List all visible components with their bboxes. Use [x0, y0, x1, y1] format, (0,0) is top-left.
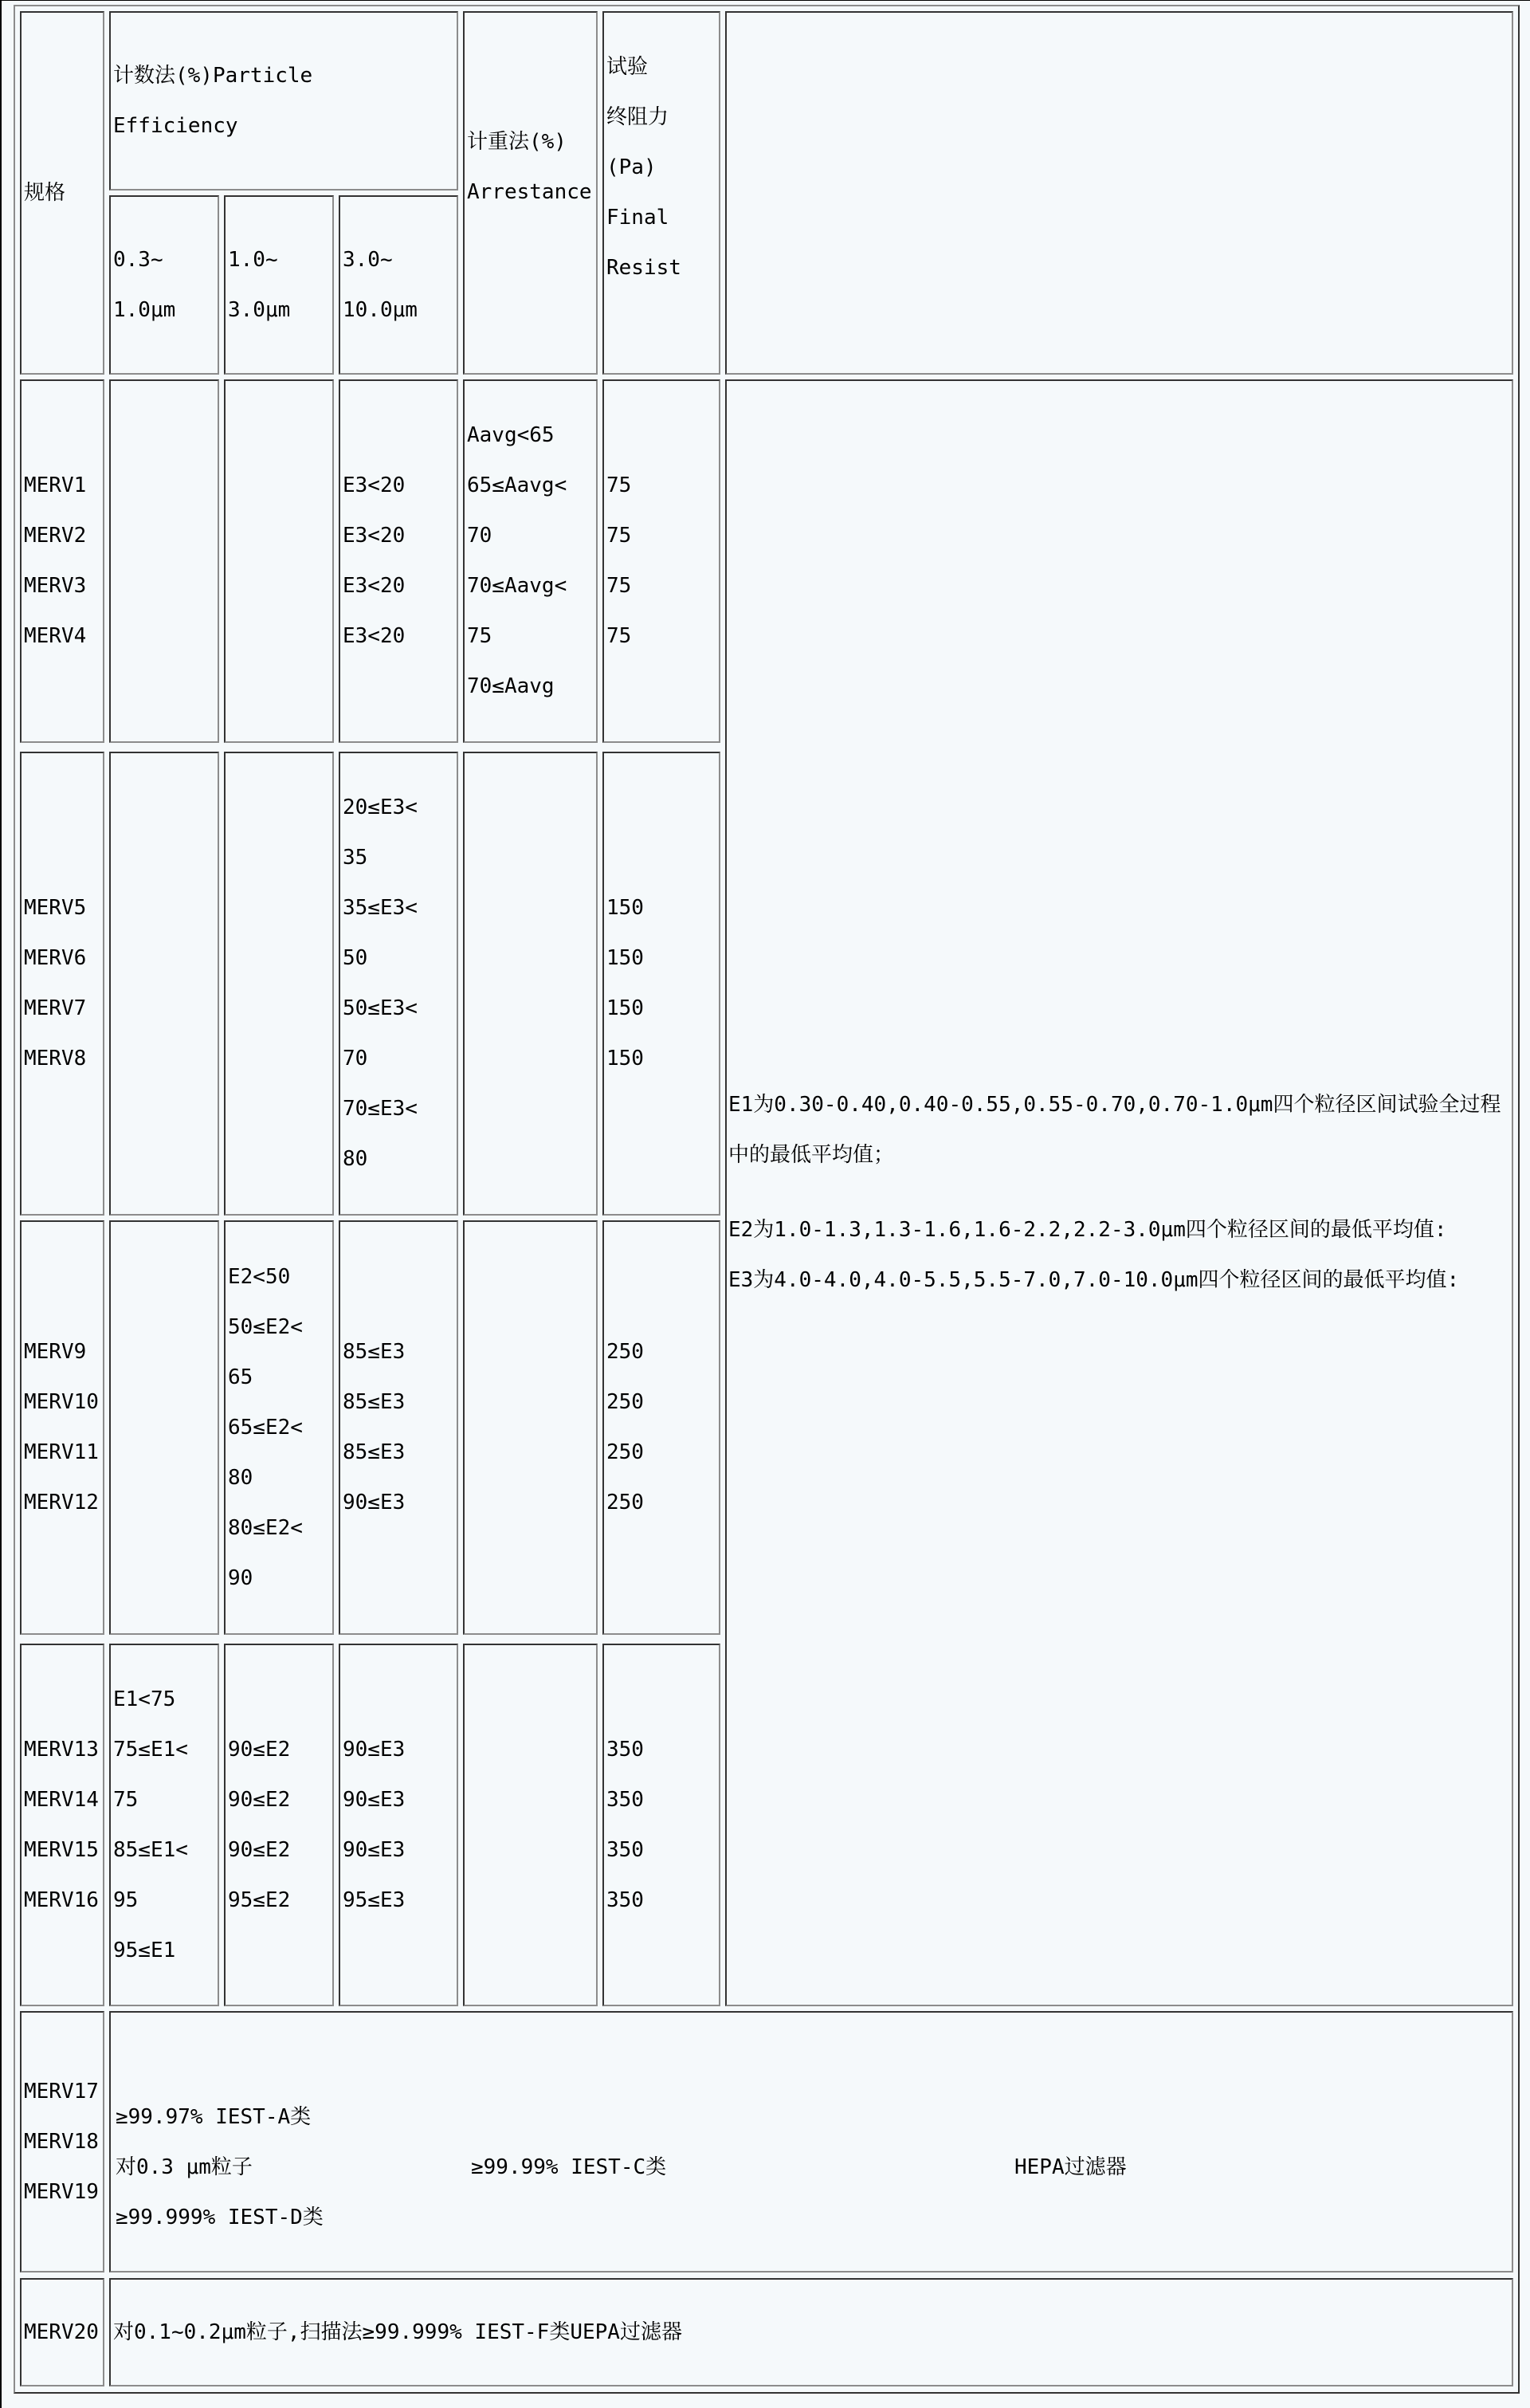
- e2-value: 90≤E2: [228, 1787, 291, 1812]
- arrestance-value: 70≤Aavg: [467, 674, 555, 698]
- merv-label: MERV14: [24, 1787, 99, 1812]
- remark-e1: E1为0.30-0.40,0.40-0.55,0.55-0.70,0.70-1.0μm四个粒径区间试验全过程中的最低平均值；: [728, 1093, 1501, 1167]
- e1-values: [113, 1675, 194, 1976]
- header-final-resistance-label: [606, 42, 716, 293]
- e1-value: 95≤E1: [113, 1938, 176, 1962]
- header-line: 1.0~: [228, 247, 278, 272]
- screen-frame-top: [0, 0, 1530, 1]
- e1-cell: [109, 379, 219, 743]
- header-weight-method-cell: [463, 11, 598, 375]
- merv-label: MERV16: [24, 1888, 99, 1912]
- final-resistance-value: 350: [606, 1787, 644, 1812]
- final-resistance-value: 150: [606, 896, 644, 920]
- e2-value: 80≤E2<90: [228, 1515, 303, 1590]
- e1-value: E1<75: [113, 1687, 176, 1711]
- e3-value: 90≤E3: [343, 1737, 406, 1762]
- arrestance-cell: [463, 1220, 598, 1635]
- merv-label: MERV5: [24, 896, 87, 920]
- e2-value: 95≤E2: [228, 1888, 291, 1912]
- merv-labels: [24, 1725, 100, 1926]
- header-size-range-cell: [224, 195, 334, 375]
- merv-label: MERV10: [24, 1390, 99, 1414]
- merv-label: MERV20: [24, 2320, 99, 2344]
- final-resistance-value: 250: [606, 1340, 644, 1364]
- header-line: Resist: [606, 255, 681, 280]
- e1-value: 85≤E1<95: [113, 1837, 188, 1912]
- merv-label-cell: [20, 2011, 104, 2272]
- final-resistance-value: 75: [606, 524, 632, 548]
- e3-values: [343, 783, 424, 1184]
- arrestance-value: 70≤Aavg<75: [467, 574, 567, 648]
- e3-values: [343, 1725, 424, 1926]
- e2-value: E2<50: [228, 1264, 291, 1289]
- e3-cell: [339, 1644, 458, 2006]
- merv-label-cell: [20, 2278, 104, 2386]
- merv-label: MERV3: [24, 574, 87, 598]
- merv-label: MERV1: [24, 473, 87, 497]
- merv-labels: [24, 2067, 100, 2217]
- arrestance-values: [467, 410, 573, 712]
- header-line: 3.0~: [343, 247, 393, 272]
- e3-value: 90≤E3: [343, 1491, 406, 1514]
- final-resistance-values: [606, 1327, 716, 1528]
- e2-values: [228, 1252, 309, 1604]
- header-spec-cell: [20, 11, 104, 375]
- e1-value: 75≤E1<75: [113, 1737, 188, 1812]
- header-line: Arrestance: [467, 180, 592, 204]
- e3-value: E3<20: [343, 473, 406, 497]
- iest-a-line: ≥99.97% IEST-A类: [116, 2104, 312, 2129]
- final-resistance-value: 250: [606, 1440, 644, 1464]
- e2-value: 50≤E2<65: [228, 1314, 303, 1389]
- e3-value: 35≤E3<50: [343, 896, 418, 970]
- e3-value: E3<20: [343, 524, 406, 548]
- e3-value: 90≤E3: [343, 1837, 406, 1862]
- arrestance-value: 65≤Aavg<70: [467, 473, 567, 548]
- merv-label: MERV9: [24, 1340, 87, 1364]
- arrestance-cell: [463, 752, 598, 1216]
- final-resistance-value: 75: [606, 624, 632, 648]
- remark-e3: E3为4.0-4.0,4.0-5.5,5.5-7.0,7.0-10.0μm四个粒径区间的最低平均值:: [728, 1268, 1460, 1292]
- final-resistance-cell: [602, 752, 720, 1216]
- merv-label-cell: [20, 1220, 104, 1635]
- e3-values: [343, 1327, 424, 1528]
- header-line: (Pa): [606, 155, 657, 179]
- e1-cell: [109, 1220, 219, 1635]
- header-count-method-label: [113, 51, 454, 151]
- remark-e2: E2为1.0-1.3,1.3-1.6,1.6-2.2,2.2-3.0μm四个粒径区间的最低平均值:: [728, 1218, 1447, 1242]
- iest-d-line: ≥99.999% IEST-D类: [116, 2205, 324, 2229]
- merv-label: MERV4: [24, 624, 87, 648]
- e3-value: 90≤E3: [343, 1787, 406, 1812]
- merv-spec-table: [14, 5, 1520, 2394]
- header-line: 10.0μm: [343, 297, 418, 322]
- header-line: 终阻力: [606, 104, 669, 129]
- e2-value: 90≤E2: [228, 1837, 291, 1862]
- final-resistance-value: 75: [606, 473, 632, 497]
- e3-cell: [339, 1220, 458, 1635]
- merv-label: MERV17: [24, 2079, 99, 2104]
- e2-cell: [224, 752, 334, 1216]
- merv-label: MERV6: [24, 946, 87, 970]
- merv-label: MERV19: [24, 2179, 99, 2204]
- final-resistance-values: [606, 883, 716, 1084]
- header-size-range-cell: [339, 195, 458, 375]
- hepa-middle-line: [116, 2143, 1509, 2193]
- e3-cell: [339, 379, 458, 743]
- header-size-range-e2: [228, 235, 330, 336]
- merv-label: MERV7: [24, 996, 87, 1020]
- final-resistance-cell: [602, 1644, 720, 2006]
- e2-cell: [224, 1220, 334, 1635]
- merv-label-cell: [20, 752, 104, 1216]
- header-size-range-e1: [113, 235, 215, 336]
- e1-cell: [109, 1644, 219, 2006]
- merv-labels: [24, 883, 100, 1084]
- merv-labels: [24, 1327, 100, 1528]
- header-line: 计重法(%): [467, 130, 567, 154]
- e2-cell: [224, 379, 334, 743]
- particle-size-text: 对0.3 μm粒子: [116, 2155, 253, 2179]
- header-line: Efficiency: [113, 113, 238, 138]
- merv-labels: [24, 461, 100, 662]
- final-resistance-cell: [602, 1220, 720, 1635]
- header-size-range-e3: [343, 235, 454, 336]
- arrestance-value: Aavg<65: [467, 423, 555, 447]
- merv-label: MERV2: [24, 524, 87, 548]
- final-resistance-value: 150: [606, 1047, 644, 1070]
- final-resistance-value: 350: [606, 1888, 644, 1912]
- final-resistance-value: 150: [606, 946, 644, 970]
- merv-label: MERV8: [24, 1047, 87, 1070]
- hepa-spec-content: [113, 2092, 1509, 2243]
- arrestance-cell: [463, 379, 598, 743]
- header-line: 0.3~: [113, 247, 163, 272]
- e3-value: 85≤E3: [343, 1390, 406, 1414]
- e2-cell: [224, 1644, 334, 2006]
- final-resistance-value: 350: [606, 1837, 644, 1862]
- header-weight-method-label: [467, 117, 594, 218]
- hepa-spec-cell: [109, 2011, 1513, 2272]
- merv-label: MERV13: [24, 1737, 99, 1762]
- final-resistance-values: [606, 461, 716, 662]
- e3-value: 70≤E3<80: [343, 1097, 418, 1171]
- final-resistance-cell: [602, 379, 720, 743]
- e3-cell: [339, 752, 458, 1216]
- e3-value: 20≤E3<35: [343, 795, 418, 870]
- arrestance-cell: [463, 1644, 598, 2006]
- header-line: 计数法(%)Particle: [113, 63, 313, 88]
- e1-cell: [109, 752, 219, 1216]
- e3-values: [343, 461, 424, 662]
- final-resistance-value: 250: [606, 1390, 644, 1414]
- merv-label: MERV11: [24, 1440, 99, 1464]
- e3-value: 95≤E3: [343, 1888, 406, 1912]
- header-line: Final: [606, 205, 669, 230]
- header-line: 试验: [606, 54, 649, 79]
- merv-label: MERV15: [24, 1837, 99, 1862]
- merv-label-cell: [20, 1644, 104, 2006]
- header-line: 3.0μm: [228, 297, 291, 322]
- final-resistance-values: [606, 1725, 716, 1926]
- e3-value: 85≤E3: [343, 1340, 406, 1364]
- merv-label: MERV18: [24, 2129, 99, 2154]
- header-spec-label: 规格: [24, 180, 66, 205]
- e3-value: E3<20: [343, 574, 406, 598]
- final-resistance-value: 250: [606, 1491, 644, 1514]
- header-final-resistance-cell: [602, 11, 720, 375]
- e2-value: 90≤E2: [228, 1737, 291, 1762]
- e3-value: 85≤E3: [343, 1440, 406, 1464]
- e3-value: E3<20: [343, 624, 406, 648]
- e3-value: 50≤E3<70: [343, 996, 418, 1070]
- e2-value: 65≤E2<80: [228, 1415, 303, 1490]
- ulpa-spec-cell: [109, 2278, 1513, 2386]
- screen-frame-left: [0, 0, 2, 2408]
- ulpa-spec-text: 对0.1~0.2μm粒子,扫描法≥99.999% IEST-F类UEPA过滤器: [113, 2320, 682, 2344]
- final-resistance-value: 150: [606, 996, 644, 1020]
- header-line: 1.0μm: [113, 297, 176, 322]
- header-count-method-cell: [109, 11, 458, 191]
- final-resistance-value: 75: [606, 574, 632, 598]
- final-resistance-value: 350: [606, 1737, 644, 1762]
- iest-c-text: ≥99.99% IEST-C类: [471, 2155, 667, 2179]
- remarks-cell: [725, 379, 1513, 2006]
- header-size-range-cell: [109, 195, 219, 375]
- merv-label: MERV12: [24, 1491, 99, 1514]
- e2-values: [228, 1725, 309, 1926]
- header-remarks-cell: [725, 11, 1513, 375]
- filter-type-text: HEPA过滤器: [1014, 2155, 1127, 2179]
- merv-label-cell: [20, 379, 104, 743]
